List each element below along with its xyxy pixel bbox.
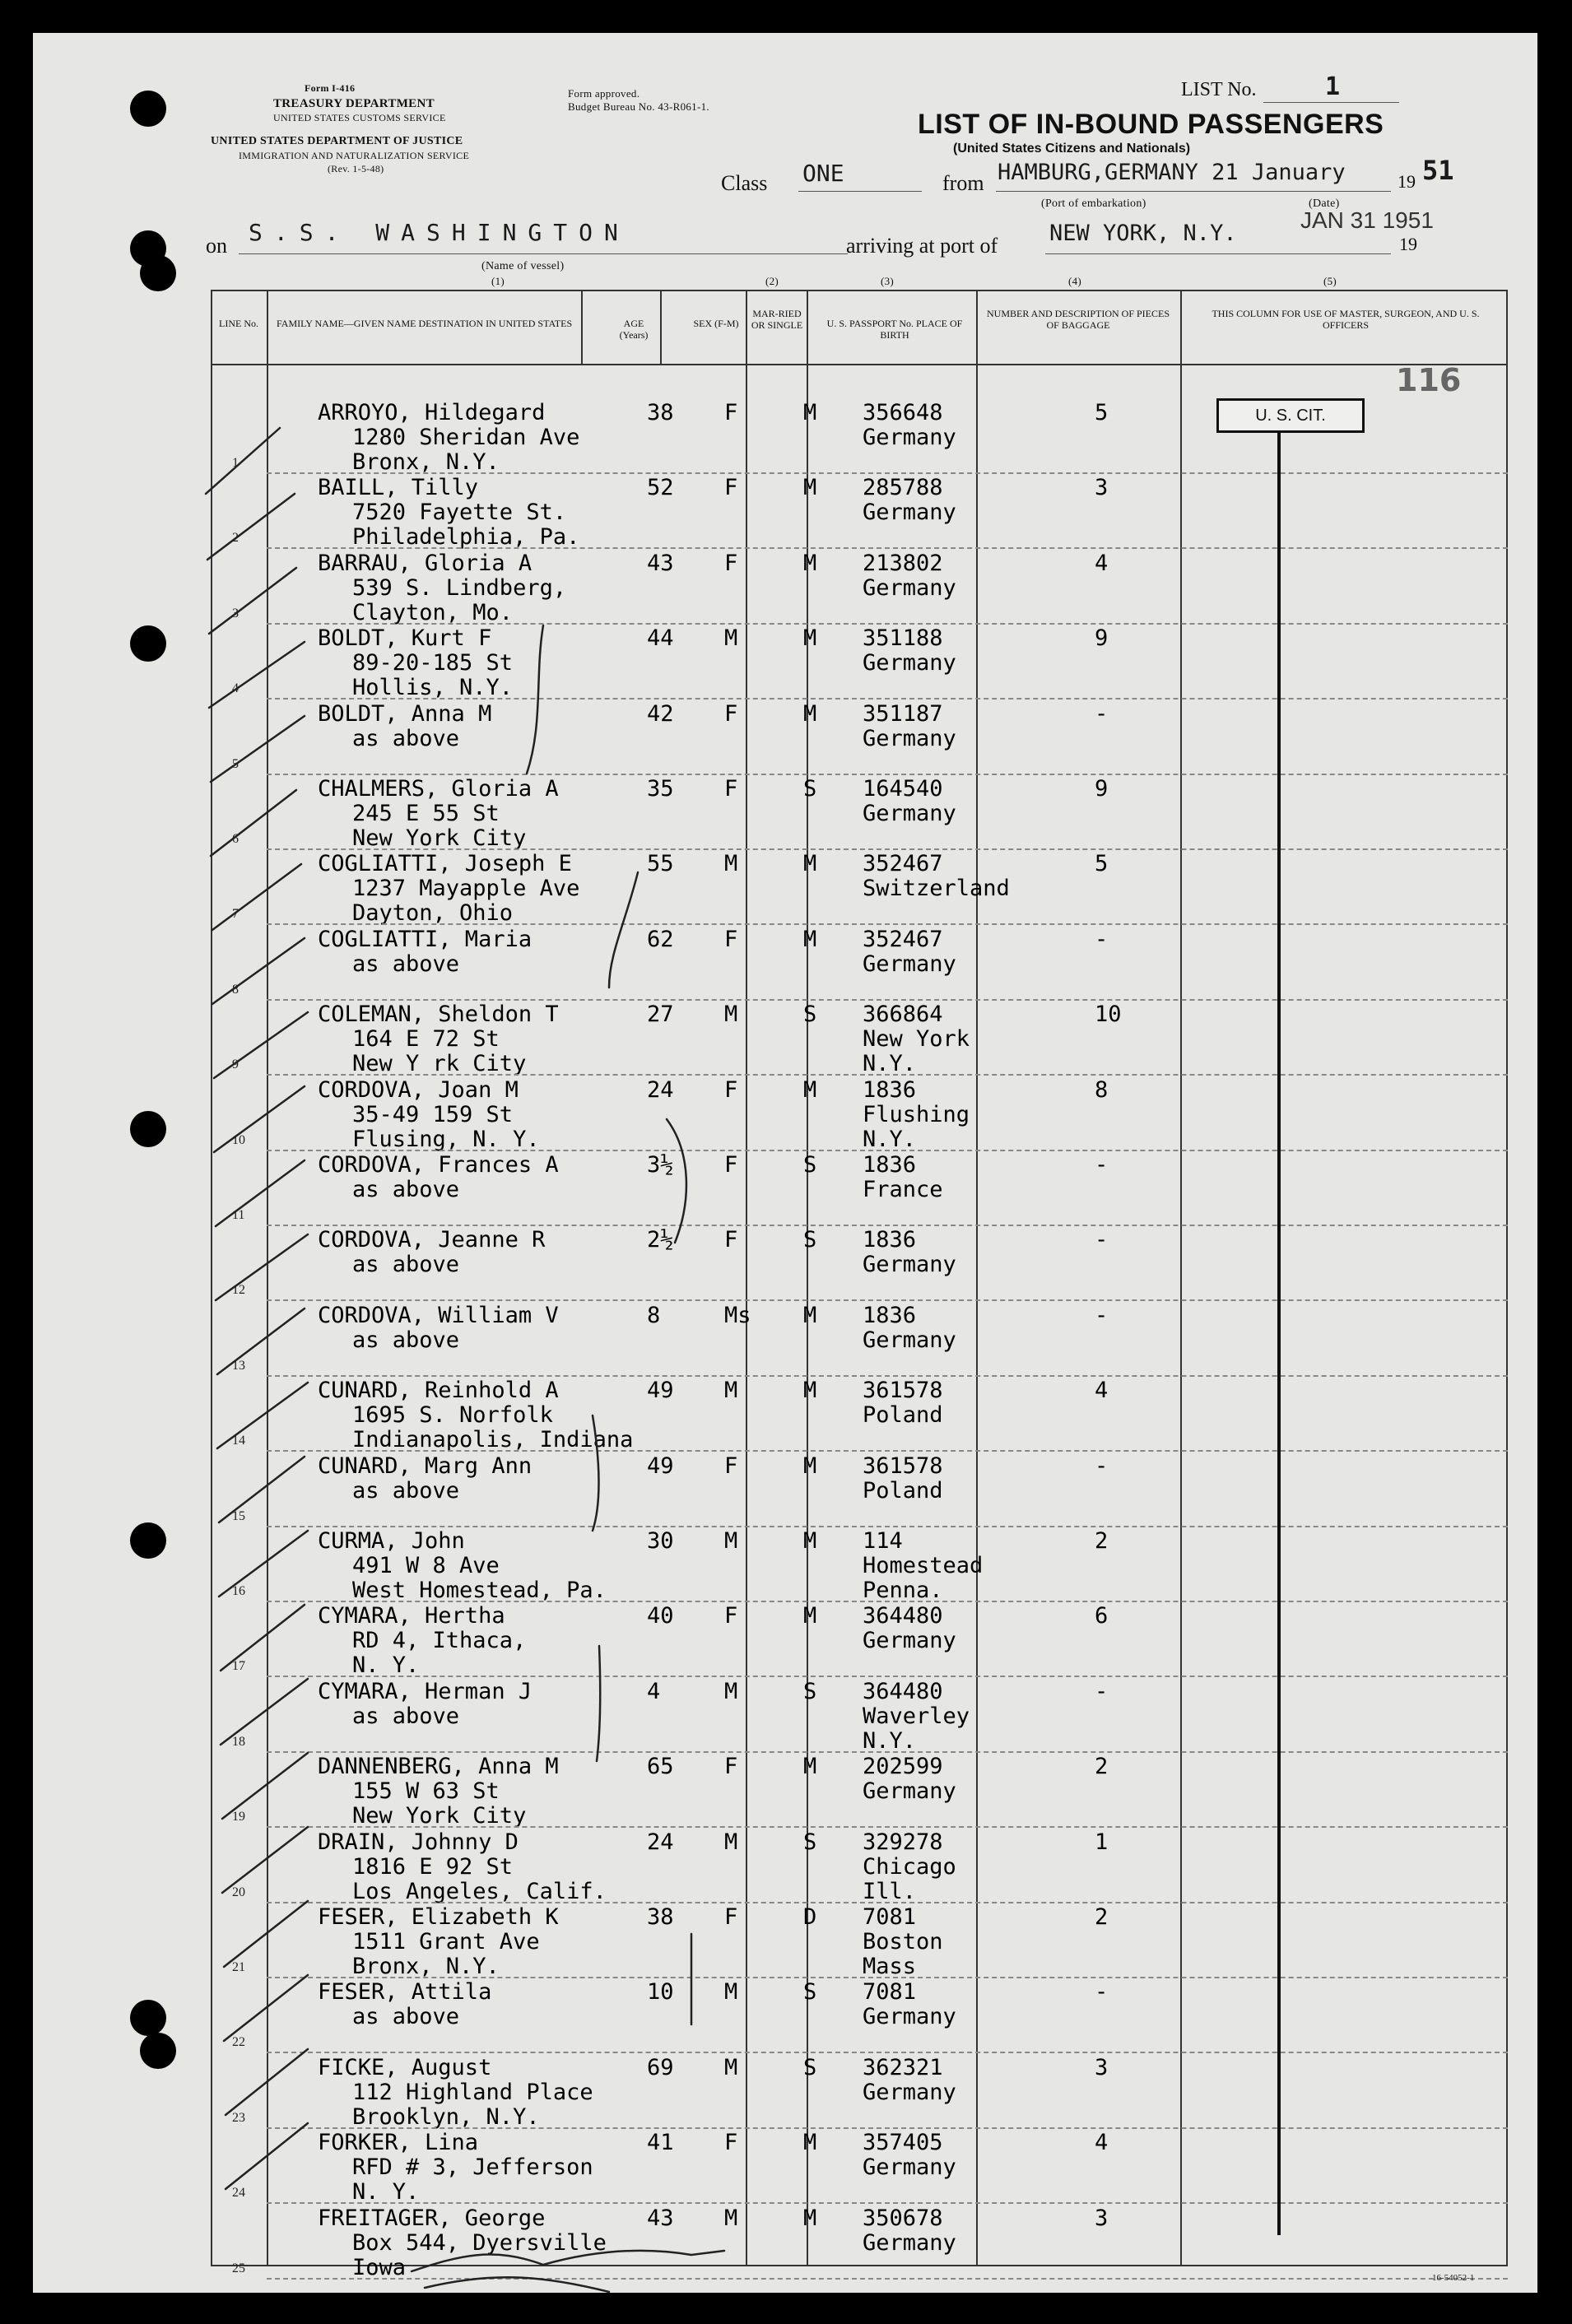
passenger-age: 38 (647, 1904, 674, 1930)
place-of-birth: Poland (863, 1402, 943, 1429)
baggage-count: 8 (1095, 1076, 1109, 1103)
line-number: 11 (232, 1208, 245, 1222)
passport-number: 329278 (863, 1829, 943, 1855)
baggage-count: - (1095, 1227, 1109, 1253)
place-of-birth: Germany (863, 500, 956, 526)
passenger-address: RFD # 3, Jefferson (352, 2154, 593, 2181)
baggage-count: 2 (1095, 1754, 1109, 1780)
baggage-count: - (1095, 1152, 1109, 1178)
line-number: 10 (232, 1132, 245, 1147)
passenger-address: as above (352, 951, 460, 977)
passenger-sex: F (724, 776, 738, 802)
passenger-marital-status: M (803, 1076, 817, 1103)
passenger-name: CORDOVA, William V (318, 1302, 559, 1328)
line-number: 17 (232, 1659, 245, 1674)
passenger-city: N. Y. (352, 2179, 420, 2205)
place-of-birth: Germany (863, 1778, 956, 1805)
passenger-name: BOLDT, Anna M (318, 700, 492, 727)
passenger-age: 3½ (647, 1152, 674, 1178)
page-subtitle: (United States Citizens and Nationals) (953, 142, 1191, 156)
list-no-value: 1 (1325, 72, 1341, 101)
passenger-age: 44 (647, 625, 674, 652)
passenger-marital-status: M (803, 1452, 817, 1479)
header-officers: THIS COLUMN FOR USE OF MASTER, SURGEON, AND U. S. OFFICERS (1212, 308, 1480, 331)
passenger-address: as above (352, 1703, 460, 1729)
passenger-sex: M (724, 2205, 738, 2231)
passenger-marital-status: S (803, 1152, 817, 1178)
passenger-age: 62 (647, 926, 674, 952)
passenger-marital-status: S (803, 2054, 817, 2080)
baggage-count: 3 (1095, 2054, 1109, 2080)
passport-number: 361578 (863, 1378, 943, 1404)
passenger-name: COGLIATTI, Maria (318, 926, 533, 952)
passenger-address: 245 E 55 St (352, 801, 500, 826)
passenger-city: New Y rk City (352, 1051, 527, 1077)
passenger-sex: F (724, 1227, 738, 1253)
place-of-birth: Homestead (863, 1553, 984, 1578)
passenger-sex: M (724, 851, 738, 877)
passenger-age: 65 (647, 1754, 674, 1780)
passenger-marital-status: S (803, 1829, 817, 1855)
passenger-sex: M (724, 1829, 738, 1855)
place-of-birth-state: N.Y. (863, 1126, 917, 1152)
year-prefix: 19 (1398, 171, 1416, 192)
passenger-address: 7520 Fayette St. (352, 500, 567, 526)
baggage-count: 3 (1095, 2205, 1109, 2231)
passenger-name: CYMARA, Hertha (318, 1603, 505, 1629)
passenger-sex: M (724, 1678, 738, 1704)
place-of-birth: Germany (863, 1252, 956, 1278)
passenger-name: CUNARD, Reinhold A (318, 1378, 559, 1404)
passenger-marital-status: M (803, 1603, 817, 1629)
passenger-sex: M (724, 1378, 738, 1404)
passenger-age: 52 (647, 475, 674, 501)
line-number: 25 (232, 2261, 245, 2275)
passenger-name: DANNENBERG, Anna M (318, 1754, 559, 1780)
place-of-birth: Germany (863, 951, 956, 977)
baggage-count: 1 (1095, 1829, 1109, 1855)
passenger-age: 8 (647, 1302, 661, 1328)
passenger-age: 4 (647, 1678, 661, 1704)
passenger-address: as above (352, 1477, 460, 1504)
place-of-birth: Poland (863, 1477, 943, 1504)
passenger-sex: M (724, 2054, 738, 2080)
treasury-dept: TREASURY DEPARTMENT (273, 97, 435, 110)
place-of-birth: Germany (863, 1327, 956, 1353)
place-of-birth: Germany (863, 801, 956, 826)
line-number: 2 (232, 531, 239, 546)
place-of-birth: Germany (863, 425, 956, 450)
passenger-sex: F (724, 2130, 738, 2156)
passenger-name: BAILL, Tilly (318, 475, 479, 501)
passport-number: 352467 (863, 926, 943, 952)
passenger-age: 10 (647, 1979, 674, 2006)
passenger-sex: F (724, 1452, 738, 1479)
passenger-city: Bronx, N.Y. (352, 449, 500, 475)
passenger-age: 27 (647, 1002, 674, 1028)
place-of-birth: France (863, 1177, 943, 1202)
place-of-birth-state: N.Y. (863, 1727, 917, 1754)
line-number: 4 (232, 681, 239, 696)
passenger-name: COGLIATTI, Joseph E (318, 851, 572, 877)
baggage-count: - (1095, 700, 1109, 727)
passenger-name: ARROYO, Hildegard (318, 400, 546, 425)
col-num-4: (4) (1068, 275, 1082, 287)
passenger-name: FESER, Elizabeth K (318, 1904, 559, 1930)
passenger-age: 30 (647, 1528, 674, 1554)
header-sex: SEX (F-M) (693, 318, 739, 329)
place-of-birth: Germany (863, 2229, 956, 2256)
vessel-name: S.S. WASHINGTON (249, 219, 630, 246)
passenger-sex: Ms (724, 1302, 751, 1328)
passenger-sex: F (724, 1603, 738, 1629)
passenger-address: 89-20-185 St (352, 650, 514, 676)
header-age: AGE (Years) (619, 318, 649, 341)
passport-number: 285788 (863, 475, 943, 501)
passenger-address: 539 S. Lindberg, (352, 574, 567, 601)
passenger-name: FREITAGER, George (318, 2205, 546, 2231)
customs-service: UNITED STATES CUSTOMS SERVICE (273, 112, 446, 123)
header-baggage: NUMBER AND DESCRIPTION OF PIECES OF BAGGAGE (986, 308, 1170, 331)
passenger-address: 164 E 72 St (352, 1026, 500, 1053)
passenger-sex: M (724, 1002, 738, 1028)
line-number: 12 (232, 1283, 245, 1298)
place-of-birth-state: Mass (863, 1954, 917, 1979)
passenger-city: Dayton, Ohio (352, 900, 514, 927)
arrival-port: NEW YORK, N.Y. (1049, 221, 1237, 246)
passenger-marital-status: M (803, 1378, 817, 1404)
baggage-count: - (1095, 926, 1109, 952)
passenger-marital-status: S (803, 1227, 817, 1253)
passenger-address: 1695 S. Norfolk (352, 1402, 553, 1429)
baggage-count: 6 (1095, 1603, 1109, 1629)
passenger-name: BOLDT, Kurt F (318, 625, 492, 652)
passport-number: 114 (863, 1528, 903, 1554)
line-number: 13 (232, 1358, 245, 1373)
col-num-1: (1) (491, 275, 505, 287)
port-embark-label: (Port of embarkation) (1041, 198, 1146, 210)
passenger-name: COLEMAN, Sheldon T (318, 1002, 559, 1028)
passenger-city: Iowa (352, 2254, 407, 2280)
passenger-marital-status: S (803, 1979, 817, 2006)
passport-number: 351188 (863, 625, 943, 652)
passenger-name: CORDOVA, Joan M (318, 1076, 519, 1103)
passenger-marital-status: M (803, 1302, 817, 1328)
header-name: FAMILY NAME—GIVEN NAME DESTINATION IN UNITED STATES (277, 318, 573, 329)
passport-number: 7081 (863, 1979, 917, 2006)
passport-number: 164540 (863, 776, 943, 802)
line-number: 18 (232, 1734, 245, 1749)
passenger-city: Philadelphia, Pa. (352, 524, 580, 551)
form-approved: Form approved. (568, 87, 640, 100)
passenger-age: 43 (647, 550, 674, 576)
passport-number: 351187 (863, 700, 943, 727)
col-num-2: (2) (765, 275, 779, 287)
passenger-address: 1237 Mayapple Ave (352, 876, 580, 902)
passenger-address: as above (352, 2004, 460, 2030)
passenger-address: 1816 E 92 St (352, 1853, 514, 1880)
baggage-count: 9 (1095, 625, 1109, 652)
passenger-marital-status: M (803, 2205, 817, 2231)
passenger-marital-status: S (803, 776, 817, 802)
line-number: 19 (232, 1810, 245, 1824)
col-num-5: (5) (1323, 275, 1337, 287)
passenger-name: CORDOVA, Jeanne R (318, 1227, 546, 1253)
passenger-marital-status: M (803, 1754, 817, 1780)
passenger-city: New York City (352, 1803, 527, 1829)
passenger-address: 491 W 8 Ave (352, 1553, 500, 1578)
passenger-sex: F (724, 700, 738, 727)
revision: (Rev. 1-5-48) (328, 163, 384, 174)
passenger-city: West Homestead, Pa. (352, 1578, 607, 1603)
baggage-count: 9 (1095, 776, 1109, 802)
place-of-birth: Germany (863, 650, 956, 676)
passport-number: 364480 (863, 1603, 943, 1629)
budget-bureau: Budget Bureau No. 43-R061-1. (568, 100, 709, 113)
passenger-address: Box 544, Dyersville (352, 2229, 607, 2256)
passenger-age: 40 (647, 1603, 674, 1629)
passenger-marital-status: M (803, 550, 817, 576)
pen-checkmarks (33, 33, 1537, 2293)
passenger-address: as above (352, 1177, 460, 1202)
passport-number: 1836 (863, 1227, 917, 1253)
us-cit-stamp-text: U. S. CIT. (1255, 406, 1326, 425)
baggage-count: 2 (1095, 1904, 1109, 1930)
vessel-label: (Name of vessel) (481, 260, 565, 272)
passenger-sex: F (724, 1152, 738, 1178)
passenger-sex: F (724, 400, 738, 425)
date-label: (Date) (1309, 198, 1340, 210)
place-of-birth: Chicago (863, 1853, 956, 1880)
passport-number: 361578 (863, 1452, 943, 1479)
passenger-age: 42 (647, 700, 674, 727)
line-number: 23 (232, 2110, 245, 2125)
passenger-sex: M (724, 1979, 738, 2006)
line-number: 14 (232, 1434, 245, 1448)
place-of-birth: Germany (863, 1628, 956, 1654)
passenger-city: Clayton, Mo. (352, 599, 514, 625)
line-number: 22 (232, 2035, 245, 2050)
passenger-marital-status: M (803, 2130, 817, 2156)
line-number: 20 (232, 1885, 245, 1899)
line-number: 5 (232, 756, 239, 771)
passenger-name: FICKE, August (318, 2054, 492, 2080)
line-number: 16 (232, 1584, 245, 1598)
header-married: MAR-RIED OR SINGLE (751, 308, 803, 331)
passenger-address: 112 Highland Place (352, 2079, 593, 2105)
page-title: LIST OF IN-BOUND PASSENGERS (918, 109, 1384, 140)
passenger-sex: F (724, 1754, 738, 1780)
passenger-address: 155 W 63 St (352, 1778, 500, 1805)
passenger-age: 24 (647, 1829, 674, 1855)
passenger-address: RD 4, Ithaca, (352, 1628, 527, 1654)
passenger-city: Indianapolis, Indiana (352, 1427, 634, 1453)
passenger-name: CYMARA, Herman J (318, 1678, 533, 1704)
baggage-count: 5 (1095, 851, 1109, 877)
from-label: from (942, 171, 984, 195)
passport-number: 364480 (863, 1678, 943, 1704)
line-number: 8 (232, 982, 239, 997)
passenger-age: 38 (647, 400, 674, 425)
baggage-count: 2 (1095, 1528, 1109, 1554)
passenger-marital-status: M (803, 700, 817, 727)
passport-number: 366864 (863, 1002, 943, 1028)
form-id: Form I-416 (305, 82, 356, 94)
line-number: 1 (232, 456, 239, 470)
header-line-no: LINE No. (219, 318, 258, 329)
passenger-age: 35 (647, 776, 674, 802)
baggage-count: - (1095, 1302, 1109, 1328)
place-of-birth: Germany (863, 574, 956, 601)
place-of-birth: Waverley (863, 1703, 970, 1729)
baggage-count: 4 (1095, 550, 1109, 576)
passenger-marital-status: M (803, 851, 817, 877)
place-of-birth: Switzerland (863, 876, 1010, 902)
year-value: 51 (1422, 155, 1454, 186)
baggage-count: 4 (1095, 2130, 1109, 2156)
passenger-name: DRAIN, Johnny D (318, 1829, 519, 1855)
passenger-address: as above (352, 725, 460, 751)
passport-number: 362321 (863, 2054, 943, 2080)
line-number: 15 (232, 1508, 245, 1523)
passenger-marital-status: S (803, 1678, 817, 1704)
col-num-3: (3) (881, 275, 895, 287)
passenger-marital-status: D (803, 1904, 817, 1930)
passport-number: 357405 (863, 2130, 943, 2156)
passport-number: 202599 (863, 1754, 943, 1780)
place-of-birth-state: Ill. (863, 1878, 917, 1904)
passenger-address: 1280 Sheridan Ave (352, 425, 580, 450)
place-of-birth-state: N.Y. (863, 1051, 917, 1077)
passenger-city: New York City (352, 825, 527, 851)
passenger-city: Los Angeles, Calif. (352, 1878, 607, 1904)
passenger-sex: F (724, 926, 738, 952)
passenger-name: FESER, Attila (318, 1979, 492, 2006)
passenger-city: Bronx, N.Y. (352, 1954, 500, 1979)
place-of-birth: Germany (863, 2154, 956, 2181)
manifest-sheet (33, 33, 1537, 2293)
passenger-address: as above (352, 1252, 460, 1278)
header-passport: U. S. PASSPORT No. PLACE OF BIRTH (826, 318, 963, 341)
passenger-age: 49 (647, 1452, 674, 1479)
arrival-date-stamp: JAN 31 1951 (1300, 207, 1434, 233)
justice-dept: UNITED STATES DEPARTMENT OF JUSTICE (211, 135, 463, 147)
baggage-count: 10 (1095, 1002, 1122, 1028)
passenger-name: CHALMERS, Gloria A (318, 776, 559, 802)
baggage-count: 5 (1095, 400, 1109, 425)
list-no-label: LIST No. (1181, 79, 1257, 100)
baggage-count: - (1095, 1979, 1109, 2006)
line-number: 3 (232, 606, 239, 621)
line-number: 7 (232, 907, 239, 922)
passenger-marital-status: M (803, 1528, 817, 1554)
passenger-address: as above (352, 1327, 460, 1353)
baggage-count: 4 (1095, 1378, 1109, 1404)
passport-number: 1836 (863, 1302, 917, 1328)
place-of-birth: New York (863, 1026, 970, 1053)
passenger-sex: F (724, 1904, 738, 1930)
baggage-count: - (1095, 1452, 1109, 1479)
passenger-age: 24 (647, 1076, 674, 1103)
passport-number: 213802 (863, 550, 943, 576)
line-number: 6 (232, 832, 239, 846)
passport-number: 1836 (863, 1076, 917, 1103)
passenger-age: 55 (647, 851, 674, 877)
arrival-year-prefix: 19 (1399, 234, 1417, 254)
passenger-city: N. Y. (352, 1652, 420, 1679)
place-of-birth: Germany (863, 2079, 956, 2105)
on-label: on (206, 234, 227, 258)
passenger-marital-status: M (803, 475, 817, 501)
from-value: HAMBURG,GERMANY 21 January (998, 160, 1346, 185)
class-value: ONE (802, 160, 844, 187)
passenger-marital-status: M (803, 926, 817, 952)
place-of-birth: Germany (863, 2004, 956, 2030)
passenger-age: 69 (647, 2054, 674, 2080)
line-number: 21 (232, 1960, 245, 1974)
passport-number: 352467 (863, 851, 943, 877)
place-of-birth: Flushing (863, 1101, 970, 1127)
class-label: Class (721, 171, 768, 195)
passenger-name: FORKER, Lina (318, 2130, 479, 2156)
passenger-city: Hollis, N.Y. (352, 675, 514, 701)
passenger-marital-status: M (803, 400, 817, 425)
footer-code: 16-54052-1 (1432, 2273, 1475, 2283)
baggage-count: - (1095, 1678, 1109, 1704)
passenger-sex: F (724, 550, 738, 576)
passenger-marital-status: S (803, 1002, 817, 1028)
passenger-age: 43 (647, 2205, 674, 2231)
passenger-sex: M (724, 625, 738, 652)
passport-number: 356648 (863, 400, 943, 425)
passport-number: 1836 (863, 1152, 917, 1178)
passenger-name: CUNARD, Marg Ann (318, 1452, 533, 1479)
passport-number: 7081 (863, 1904, 917, 1930)
passenger-age: 2½ (647, 1227, 674, 1253)
passenger-age: 49 (647, 1378, 674, 1404)
passenger-name: CURMA, John (318, 1528, 465, 1554)
baggage-count: 3 (1095, 475, 1109, 501)
stamp-count: 116 (1396, 362, 1462, 398)
passenger-name: BARRAU, Gloria A (318, 550, 533, 576)
passenger-city: Brooklyn, N.Y. (352, 2103, 540, 2130)
ins-service: IMMIGRATION AND NATURALIZATION SERVICE (239, 150, 470, 161)
passport-number: 350678 (863, 2205, 943, 2231)
passenger-sex: M (724, 1528, 738, 1554)
passenger-name: CORDOVA, Frances A (318, 1152, 559, 1178)
line-number: 9 (232, 1057, 239, 1072)
passenger-sex: F (724, 475, 738, 501)
place-of-birth: Boston (863, 1929, 943, 1954)
passenger-age: 41 (647, 2130, 674, 2156)
passenger-marital-status: M (803, 625, 817, 652)
place-of-birth-state: Penna. (863, 1578, 943, 1603)
arriving-label: arriving at port of (846, 234, 998, 258)
passenger-sex: F (724, 1076, 738, 1103)
line-number: 24 (232, 2186, 245, 2201)
passenger-city: Flusing, N. Y. (352, 1126, 540, 1152)
passenger-address: 35-49 159 St (352, 1101, 514, 1127)
passenger-address: 1511 Grant Ave (352, 1929, 540, 1954)
place-of-birth: Germany (863, 725, 956, 751)
